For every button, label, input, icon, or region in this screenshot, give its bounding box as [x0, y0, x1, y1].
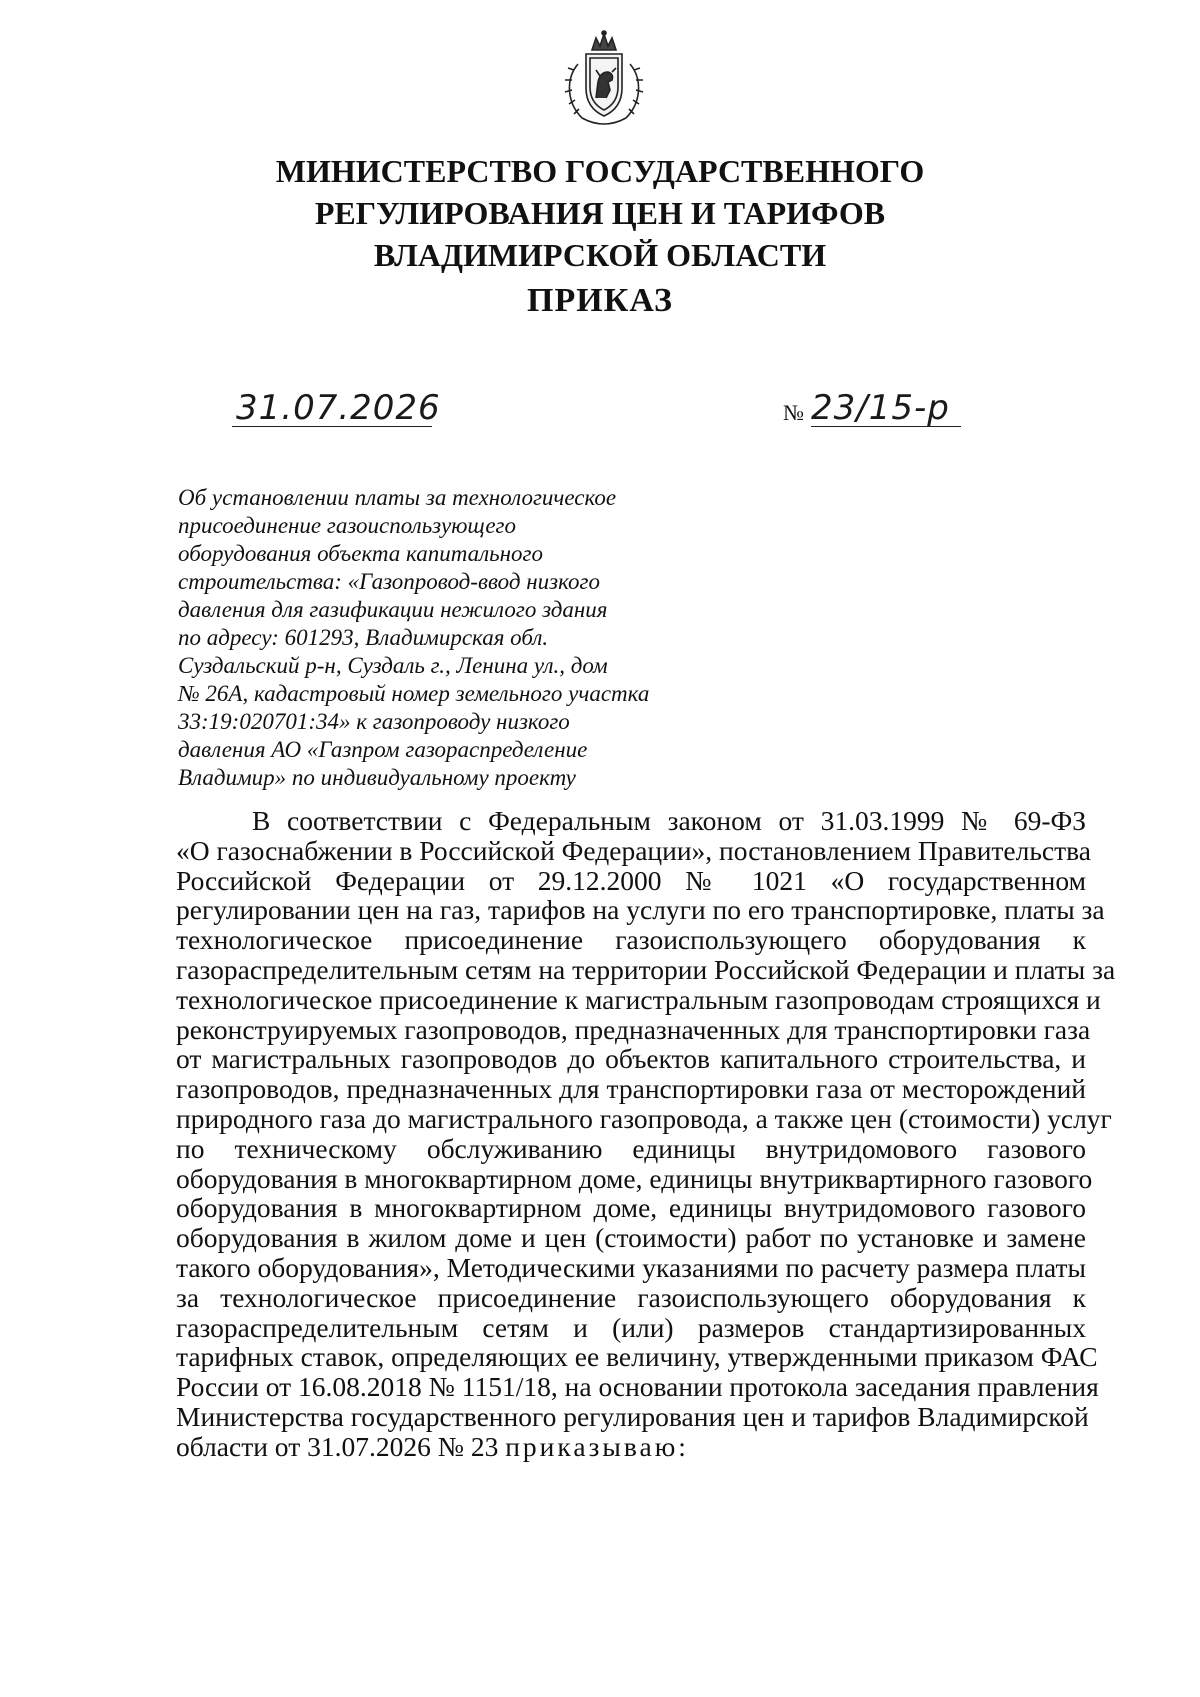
subject-line: присоединение газоиспользующего	[178, 513, 517, 538]
body-line: технологическое присоединение к магистральным газопроводам строящихся и	[176, 983, 1101, 1015]
subject-line: Суздальский р-н, Суздаль г., Ленина ул., дом	[178, 653, 608, 678]
ministry-line: РЕГУЛИРОВАНИЯ ЦЕН И ТАРИФОВ	[314, 195, 886, 231]
order-subject	[178, 484, 668, 792]
order-date: 31.07.2026	[236, 388, 441, 428]
subject-line: Об установлении платы за технологическое	[178, 485, 617, 510]
body-line: «О газоснабжении в Российской Федерации», постановлением Правительства	[176, 834, 1091, 866]
body-line: газораспределительным сетям на территории Российской Федерации и платы за	[176, 953, 1116, 985]
body-line: оборудования в многоквартирном доме, единицы внутридомового газового	[176, 1192, 1086, 1224]
ministry-line: ВЛАДИМИРСКОЙ ОБЛАСТИ	[373, 237, 827, 273]
body-line: за технологическое присоединение газоиспользующего оборудования к	[176, 1281, 1086, 1313]
body-line: такого оборудования», Методическими указаниями по расчету размера платы	[176, 1251, 1086, 1283]
body-line: технологическое присоединение газоиспользующего оборудования к	[176, 924, 1086, 956]
body-line: от магистральных газопроводов до объектов капитального строительства, и	[176, 1043, 1086, 1075]
number-sign: №	[783, 400, 804, 425]
body-line: Российской Федерации от 29.12.2000 № 1021 «О государственном	[176, 864, 1086, 896]
order-verb: приказываю:	[505, 1430, 689, 1462]
order-date-field	[232, 388, 441, 428]
subject-line: оборудования объекта капитального	[178, 541, 544, 566]
coat-of-arms-icon	[556, 30, 652, 130]
body-line: природного газа до магистрального газопровода, а также цен (стоимости) услуг	[176, 1102, 1112, 1134]
subject-line: по адресу: 601293, Владимирская обл.	[178, 625, 549, 650]
ministry-line: МИНИСТЕРСТВО ГОСУДАРСТВЕННОГО	[275, 153, 925, 189]
subject-line: строительства: «Газопровод-ввод низкого	[178, 569, 600, 594]
body-line: по техническому обслуживанию единицы внутридомового газового	[176, 1132, 1086, 1164]
date-underline	[232, 426, 432, 427]
number-underline	[811, 426, 961, 427]
body-line-text: области от 31.07.2026 № 23	[176, 1430, 506, 1462]
subject-line: 33:19:020701:34» к газопроводу низкого	[178, 709, 570, 734]
body-last-line	[176, 1432, 1086, 1462]
ministry-name	[150, 150, 1050, 276]
body-line: регулировании цен на газ, тарифов на услуги по его транспортировке, платы за	[176, 894, 1105, 926]
body-line: реконструируемых газопроводов, предназначенных для транспортировки газа	[176, 1013, 1091, 1045]
subject-line: Владимир» по индивидуальному проекту	[178, 765, 576, 790]
document-type-title: ПРИКАЗ	[527, 282, 673, 319]
subject-line: давления АО «Газпром газораспределение	[178, 737, 588, 762]
order-number: 23/15-р	[811, 388, 950, 428]
body-line: оборудования в многоквартирном доме, единицы внутриквартирного газового	[176, 1162, 1093, 1194]
body-line: газораспределительным сетям и (или) размеров стандартизированных	[176, 1311, 1086, 1343]
subject-line: давления для газификации нежилого здания	[178, 597, 608, 622]
order-body-paragraph	[176, 805, 1116, 1462]
body-line: газопроводов, предназначенных для транспортировки газа от месторождений	[176, 1073, 1086, 1105]
body-line: тарифных ставок, определяющих ее величину, утвержденными приказом ФАС	[176, 1341, 1098, 1373]
body-line: оборудования в жилом доме и цен (стоимости) работ по установке и замене	[176, 1222, 1086, 1254]
body-line: В соответствии с Федеральным законом от 31.03.1999 № 69-ФЗ	[252, 805, 1086, 836]
subject-line: № 26А, кадастровый номер земельного участка	[178, 681, 650, 706]
body-line: России от 16.08.2018 № 1151/18, на основании протокола заседания правления	[176, 1371, 1099, 1403]
body-line: Министерства государственного регулирования цен и тарифов Владимирской	[176, 1400, 1089, 1432]
